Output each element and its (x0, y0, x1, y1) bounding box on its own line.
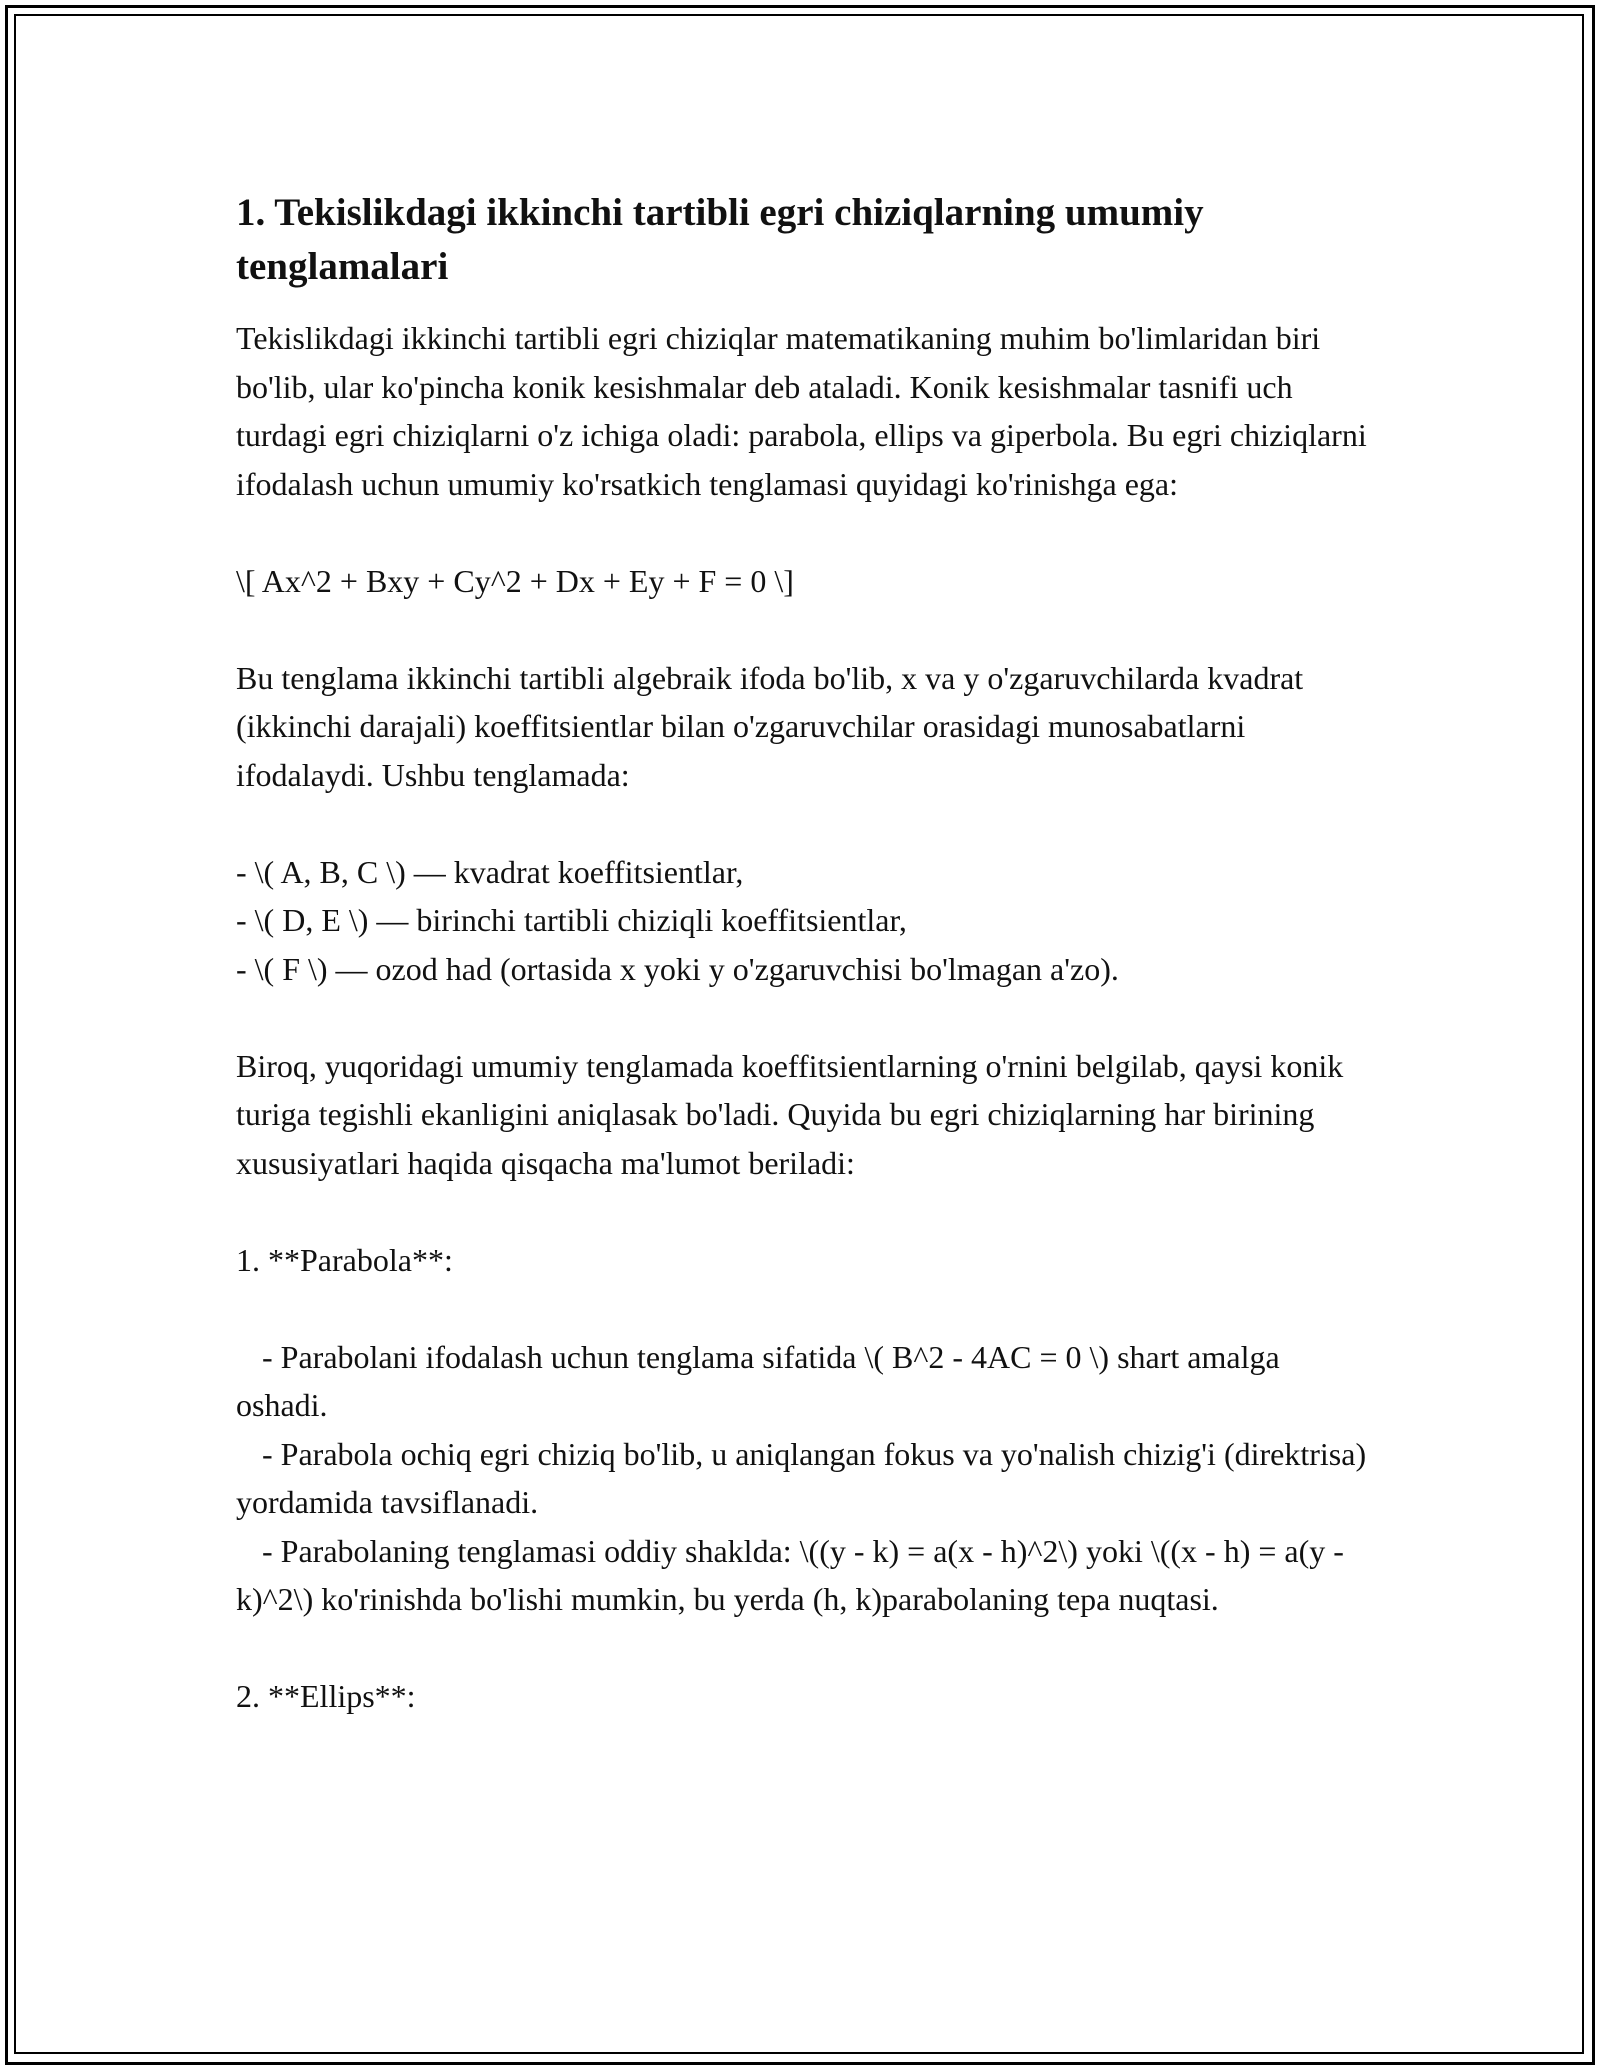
parabola-point-condition-text: - Parabolani ifodalash uchun tenglama sifatida \( B^2 - 4AC = 0 \) shart amalga oshadi. (236, 1338, 1288, 1423)
parabola-point-condition (236, 1333, 1376, 1430)
parabola-point-definition-text: - Parabola ochiq egri chiziq bo'lib, u aniqlangan fokus va yo'nalish chizig'i (direktrisa) yordamida tavsiflanadi. (236, 1435, 1375, 1520)
parabola-title: 1. **Parabola**: (236, 1241, 453, 1278)
section-heading: 1. Tekislikdagi ikkinchi tartibli egri chiziqlarning umumiy tenglamalari (236, 191, 1204, 288)
coefficient-list (236, 848, 1376, 994)
coefficient-item-constant: - \( F \) — ozod had (ortasida x yoki y o'zgaruvchisi bo'lmagan a'zo). (236, 950, 1119, 987)
parabola-point-definition (236, 1430, 1376, 1527)
coefficient-item-quadratic: - \( A, B, C \) — kvadrat koeffitsientlar, (236, 853, 744, 890)
parabola-point-equation-text: - Parabolaning tenglamasi oddiy shaklda: \((y - k) = a(x - h)^2\) yoki \((x - h) = a(y - k)^2\) ko'rinishda bo'lishi mumkin, bu yerda (h, k)parabolaning tepa nuqtasi. (236, 1532, 1352, 1617)
document-body (236, 186, 1376, 1769)
intro-paragraph: Tekislikdagi ikkinchi tartibli egri chiziqlar matematikaning muhim bo'limlaridan biri bo'lib, ular ko'pincha konik kesishmalar deb ataladi. Konik kesishmalar tasnifi uch turdagi egri chiziqlarni o'z ichiga oladi: parabola, ellips va giperbola. Bu egri chiziqlarni ifodalash uchun umumiy ko'rsatkich tenglamasi quyidagi ko'rinishga ega: (236, 320, 1367, 502)
parabola-point-equation (236, 1527, 1376, 1624)
general-equation: \[ Ax^2 + Bxy + Cy^2 + Dx + Ey + F = 0 \] (236, 562, 794, 599)
parabola-points (236, 1333, 1376, 1624)
coefficient-item-linear: - \( D, E \) — birinchi tartibli chiziqli koeffitsientlar, (236, 902, 907, 938)
explanation-paragraph: Bu tenglama ikkinchi tartibli algebraik ifoda bo'lib, x va y o'zgaruvchilarda kvadrat (ikkinchi darajali) koeffitsientlar bilan o'zgaruvchilar orasidagi munosabatlarni ifodalaydi. Ushbu tenglamada: (236, 659, 1304, 793)
classification-paragraph: Biroq, yuqoridagi umumiy tenglamada koeffitsientlarning o'rnini belgilab, qaysi konik turiga tegishli ekanligini aniqlasak bo'ladi. Quyida bu egri chiziqlarning har birining xususiyatlari haqida qisqacha ma'lumot beriladi: (236, 1047, 1344, 1181)
ellips-title: 2. **Ellips**: (236, 1678, 416, 1714)
